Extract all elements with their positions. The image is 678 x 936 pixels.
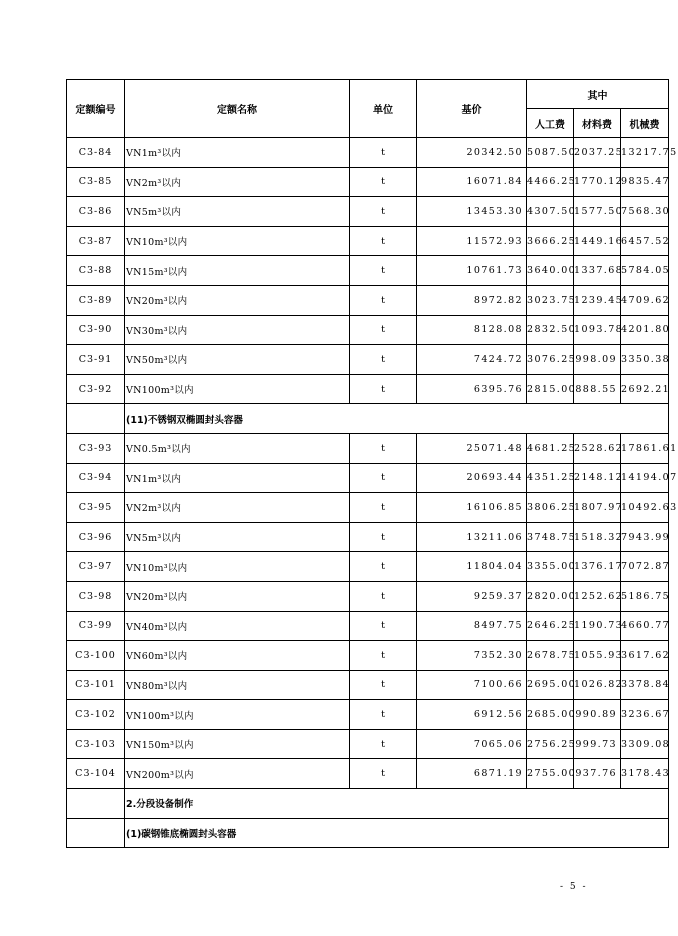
quota-code: C3-86	[67, 197, 125, 227]
machine-cost-cell: 13217.75	[621, 138, 669, 168]
unit-cell: t	[350, 493, 417, 523]
machine-cost-cell: 3236.67	[621, 700, 669, 730]
quota-code: C3-102	[67, 700, 125, 730]
unit-cell: t	[350, 552, 417, 582]
quota-name: VN2m³以内	[125, 167, 350, 197]
base-price-cell: 6395.76	[417, 374, 527, 404]
material-cost-cell: 2148.12	[574, 463, 621, 493]
quota-code: C3-101	[67, 670, 125, 700]
machine-cost-cell: 3617.62	[621, 641, 669, 671]
table-row	[67, 759, 669, 789]
section-code-cell	[67, 818, 125, 848]
quota-code: C3-85	[67, 167, 125, 197]
table-row	[67, 493, 669, 523]
section-title: (1)碳钢锥底椭圆封头容器	[125, 818, 669, 848]
unit-cell: t	[350, 167, 417, 197]
unit-cell: t	[350, 729, 417, 759]
labor-cost-cell: 2756.25	[527, 729, 574, 759]
quota-name: VN50m³以内	[125, 345, 350, 375]
quota-name: VN1m³以内	[125, 463, 350, 493]
machine-cost-cell: 10492.63	[621, 493, 669, 523]
base-price-cell: 9259.37	[417, 581, 527, 611]
quota-code: C3-91	[67, 345, 125, 375]
labor-cost-cell: 2815.00	[527, 374, 574, 404]
quota-code: C3-87	[67, 226, 125, 256]
section-row	[67, 404, 669, 434]
header-machine: 机械费	[621, 109, 669, 138]
machine-cost-cell: 17861.61	[621, 433, 669, 463]
section-title: 2.分段设备制作	[125, 789, 669, 819]
base-price-cell: 6871.19	[417, 759, 527, 789]
machine-cost-cell: 3350.38	[621, 345, 669, 375]
table-row	[67, 315, 669, 345]
material-cost-cell: 998.09	[574, 345, 621, 375]
table-row	[67, 581, 669, 611]
quota-name: VN1m³以内	[125, 138, 350, 168]
unit-cell: t	[350, 670, 417, 700]
table-row	[67, 285, 669, 315]
material-cost-cell: 1055.93	[574, 641, 621, 671]
quota-name: VN5m³以内	[125, 522, 350, 552]
machine-cost-cell: 4709.62	[621, 285, 669, 315]
material-cost-cell: 1449.16	[574, 226, 621, 256]
labor-cost-cell: 2685.00	[527, 700, 574, 730]
quota-name: VN5m³以内	[125, 197, 350, 227]
machine-cost-cell: 4201.80	[621, 315, 669, 345]
machine-cost-cell: 5186.75	[621, 581, 669, 611]
quota-name: VN10m³以内	[125, 226, 350, 256]
labor-cost-cell: 3355.00	[527, 552, 574, 582]
base-price-cell: 16106.85	[417, 493, 527, 523]
material-cost-cell: 1337.68	[574, 256, 621, 286]
quota-code: C3-97	[67, 552, 125, 582]
material-cost-cell: 1770.12	[574, 167, 621, 197]
quota-name: VN150m³以内	[125, 729, 350, 759]
material-cost-cell: 999.73	[574, 729, 621, 759]
header-code: 定额编号	[67, 80, 125, 138]
base-price-cell: 11804.04	[417, 552, 527, 582]
material-cost-cell: 1093.78	[574, 315, 621, 345]
header-unit: 单位	[350, 80, 417, 138]
quota-code: C3-100	[67, 641, 125, 671]
table-row	[67, 611, 669, 641]
material-cost-cell: 1518.32	[574, 522, 621, 552]
section-row	[67, 818, 669, 848]
unit-cell: t	[350, 759, 417, 789]
base-price-cell: 10761.73	[417, 256, 527, 286]
quota-code: C3-99	[67, 611, 125, 641]
quota-name: VN20m³以内	[125, 285, 350, 315]
quota-name: VN200m³以内	[125, 759, 350, 789]
material-cost-cell: 1190.73	[574, 611, 621, 641]
table-row	[67, 138, 669, 168]
quota-code: C3-96	[67, 522, 125, 552]
table-row	[67, 256, 669, 286]
base-price-cell: 13211.06	[417, 522, 527, 552]
quota-code: C3-90	[67, 315, 125, 345]
unit-cell: t	[350, 345, 417, 375]
header-material: 材料费	[574, 109, 621, 138]
base-price-cell: 8128.08	[417, 315, 527, 345]
unit-cell: t	[350, 433, 417, 463]
labor-cost-cell: 2755.00	[527, 759, 574, 789]
base-price-cell: 8972.82	[417, 285, 527, 315]
machine-cost-cell: 9835.47	[621, 167, 669, 197]
table-row	[67, 700, 669, 730]
quota-name: VN60m³以内	[125, 641, 350, 671]
material-cost-cell: 1376.17	[574, 552, 621, 582]
section-code-cell	[67, 789, 125, 819]
machine-cost-cell: 3378.84	[621, 670, 669, 700]
quota-name: VN0.5m³以内	[125, 433, 350, 463]
material-cost-cell: 1252.62	[574, 581, 621, 611]
table-row	[67, 729, 669, 759]
quota-name: VN30m³以内	[125, 315, 350, 345]
quota-name: VN100m³以内	[125, 700, 350, 730]
table-row	[67, 345, 669, 375]
quota-code: C3-93	[67, 433, 125, 463]
labor-cost-cell: 2695.00	[527, 670, 574, 700]
labor-cost-cell: 3023.75	[527, 285, 574, 315]
machine-cost-cell: 7072.87	[621, 552, 669, 582]
unit-cell: t	[350, 226, 417, 256]
section-code-cell	[67, 404, 125, 434]
machine-cost-cell: 3178.43	[621, 759, 669, 789]
header-labor: 人工费	[527, 109, 574, 138]
labor-cost-cell: 3076.25	[527, 345, 574, 375]
labor-cost-cell: 2820.00	[527, 581, 574, 611]
quota-name: VN20m³以内	[125, 581, 350, 611]
quota-code: C3-88	[67, 256, 125, 286]
table-row	[67, 552, 669, 582]
table-body	[67, 138, 678, 848]
unit-cell: t	[350, 641, 417, 671]
table-row	[67, 167, 669, 197]
labor-cost-cell: 4466.25	[527, 167, 574, 197]
quota-code: C3-94	[67, 463, 125, 493]
quota-name: VN40m³以内	[125, 611, 350, 641]
unit-cell: t	[350, 700, 417, 730]
base-price-cell: 7352.30	[417, 641, 527, 671]
table-header	[67, 80, 669, 138]
quota-table-container	[66, 79, 678, 848]
base-price-cell: 7100.66	[417, 670, 527, 700]
material-cost-cell: 888.55	[574, 374, 621, 404]
labor-cost-cell: 5087.50	[527, 138, 574, 168]
table-row	[67, 670, 669, 700]
labor-cost-cell: 4351.25	[527, 463, 574, 493]
unit-cell: t	[350, 138, 417, 168]
header-of-which: 其中	[527, 80, 669, 109]
base-price-cell: 25071.48	[417, 433, 527, 463]
material-cost-cell: 937.76	[574, 759, 621, 789]
header-base-price: 基价	[417, 80, 527, 138]
quota-name: VN100m³以内	[125, 374, 350, 404]
quota-code: C3-89	[67, 285, 125, 315]
base-price-cell: 13453.30	[417, 197, 527, 227]
quota-name: VN15m³以内	[125, 256, 350, 286]
machine-cost-cell: 4660.77	[621, 611, 669, 641]
machine-cost-cell: 5784.05	[621, 256, 669, 286]
material-cost-cell: 1239.45	[574, 285, 621, 315]
labor-cost-cell: 2646.25	[527, 611, 574, 641]
machine-cost-cell: 6457.52	[621, 226, 669, 256]
base-price-cell: 11572.93	[417, 226, 527, 256]
labor-cost-cell: 3748.75	[527, 522, 574, 552]
quota-code: C3-92	[67, 374, 125, 404]
material-cost-cell: 990.89	[574, 700, 621, 730]
quota-code: C3-84	[67, 138, 125, 168]
base-price-cell: 7424.72	[417, 345, 527, 375]
unit-cell: t	[350, 611, 417, 641]
material-cost-cell: 2037.25	[574, 138, 621, 168]
labor-cost-cell: 3640.00	[527, 256, 574, 286]
base-price-cell: 20693.44	[417, 463, 527, 493]
table-row	[67, 226, 669, 256]
unit-cell: t	[350, 463, 417, 493]
labor-cost-cell: 2678.75	[527, 641, 574, 671]
quota-table	[66, 79, 678, 848]
labor-cost-cell: 4307.50	[527, 197, 574, 227]
quota-code: C3-98	[67, 581, 125, 611]
table-row	[67, 433, 669, 463]
labor-cost-cell: 3666.25	[527, 226, 574, 256]
unit-cell: t	[350, 374, 417, 404]
unit-cell: t	[350, 315, 417, 345]
section-row	[67, 789, 669, 819]
unit-cell: t	[350, 285, 417, 315]
quota-name: VN2m³以内	[125, 493, 350, 523]
quota-name: VN80m³以内	[125, 670, 350, 700]
base-price-cell: 7065.06	[417, 729, 527, 759]
machine-cost-cell: 3309.08	[621, 729, 669, 759]
material-cost-cell: 2528.62	[574, 433, 621, 463]
unit-cell: t	[350, 256, 417, 286]
machine-cost-cell: 2692.21	[621, 374, 669, 404]
material-cost-cell: 1577.50	[574, 197, 621, 227]
quota-code: C3-103	[67, 729, 125, 759]
quota-name: VN10m³以内	[125, 552, 350, 582]
table-row	[67, 641, 669, 671]
table-row	[67, 197, 669, 227]
table-row	[67, 374, 669, 404]
labor-cost-cell: 3806.25	[527, 493, 574, 523]
unit-cell: t	[350, 522, 417, 552]
machine-cost-cell: 14194.07	[621, 463, 669, 493]
labor-cost-cell: 2832.50	[527, 315, 574, 345]
material-cost-cell: 1026.82	[574, 670, 621, 700]
material-cost-cell: 1807.97	[574, 493, 621, 523]
section-title: (11)不锈钢双椭圆封头容器	[125, 404, 669, 434]
table-row	[67, 463, 669, 493]
base-price-cell: 6912.56	[417, 700, 527, 730]
table-row	[67, 522, 669, 552]
labor-cost-cell: 4681.25	[527, 433, 574, 463]
base-price-cell: 20342.50	[417, 138, 527, 168]
page-number: - 5 -	[560, 882, 588, 892]
unit-cell: t	[350, 197, 417, 227]
machine-cost-cell: 7943.99	[621, 522, 669, 552]
base-price-cell: 8497.75	[417, 611, 527, 641]
unit-cell: t	[350, 581, 417, 611]
base-price-cell: 16071.84	[417, 167, 527, 197]
header-name: 定额名称	[125, 80, 350, 138]
quota-code: C3-104	[67, 759, 125, 789]
machine-cost-cell: 7568.30	[621, 197, 669, 227]
quota-code: C3-95	[67, 493, 125, 523]
